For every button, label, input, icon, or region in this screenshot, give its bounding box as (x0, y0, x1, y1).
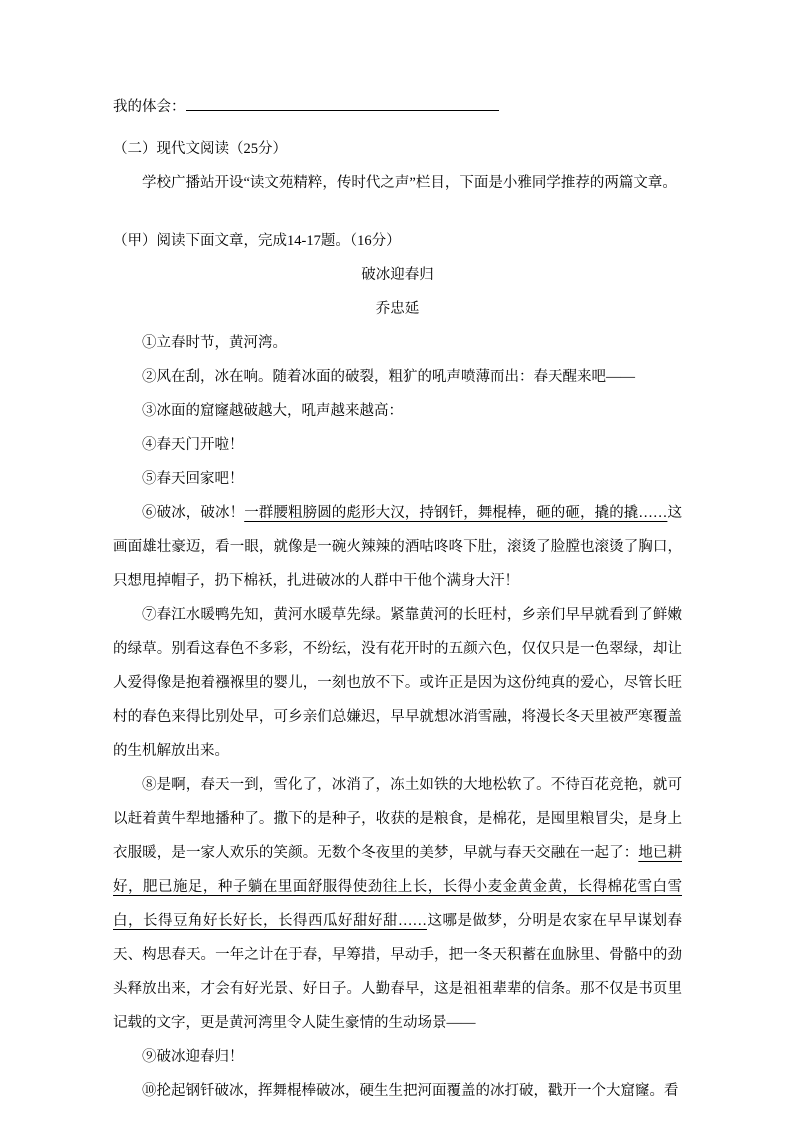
article-author: 乔忠延 (375, 301, 420, 317)
article-paragraph (113, 768, 682, 1040)
article-paragraph (113, 360, 682, 394)
text-segment: 这哪是做梦，分明是农家在早早谋划春天、构思春天。一年之计在于春，早筹措，早动手，把一冬天积蓄在血脉里、骨骼中的劲头释放出来，才会有好光景、好日子。人勤春早，这是祖祖辈辈的信条。那不仅是书页里记载的文字，更是黄河湾里令人陡生豪情的生动场景—— (113, 913, 682, 1031)
article-title: 破冰迎春归 (361, 267, 434, 283)
section-heading: （二）现代文阅读（25分） (113, 141, 287, 157)
answer-blank-line (186, 96, 499, 111)
text-segment: 这画面雄壮豪迈，看一眼，就像是一碗火辣辣的酒咕咚咚下肚，滚烫了脸膛也滚烫了胸口，只想甩掉帽子，扔下棉袄，扎进破冰的人群中干他个满身大汗！ (113, 505, 683, 589)
text-segment: ⑥破冰，破冰！ (142, 505, 245, 521)
text-segment: ⑩抡起钢钎破冰，挥舞棍棒破冰，硬生生把河面覆盖的冰打破，戳开一个大窟窿。看 (142, 1083, 679, 1099)
article-paragraph (113, 462, 682, 496)
text-segment: ⑧是啊，春天一到，雪化了，冰消了，冻土如铁的大地松软了。不待百花竞艳，就可以赶着黄牛犁地播种了。撒下的是种子，收获的是粮食，是棉花，是囤里粮冒尖，是身上衣服暖，是一家人欢乐的笑颜。无数个冬夜里的美梦，早就与春天交融在一起了： (113, 777, 682, 861)
text-segment: ⑨破冰迎春归！ (142, 1049, 244, 1065)
article-paragraph (113, 496, 682, 598)
article-paragraph (113, 1074, 682, 1108)
article-paragraph (113, 1040, 682, 1074)
article-paragraph (113, 428, 682, 462)
article-paragraph (113, 326, 682, 360)
article-body (113, 326, 682, 1108)
reflection-label: 我的体会： (113, 99, 186, 115)
text-segment: ⑤春天回家吧！ (142, 471, 244, 487)
reflection-line (113, 90, 682, 124)
text-segment: ①立春时节，黄河湾。 (142, 335, 287, 351)
text-segment: ④春天门开啦！ (142, 437, 244, 453)
passage-instruction: （甲）阅读下面文章，完成14-17题。（16分） (113, 233, 401, 249)
underlined-segment: 一群腰粗膀圆的彪形大汉，持钢钎，舞棍棒，砸的砸，撬的撬…… (244, 505, 668, 521)
text-segment: ③冰面的窟窿越破越大，吼声越来越高： (142, 403, 403, 419)
article-paragraph (113, 598, 682, 768)
article-paragraph (113, 394, 682, 428)
text-segment: ⑦春江水暖鸭先知，黄河水暖草先绿。紧靠黄河的长旺村，乡亲们早早就看到了鲜嫩的绿草。别看这春色不多彩，不纷纭，没有花开时的五颜六色，仅仅只是一色翠绿，却让人爱得像是抱着襁褓里的婴儿，一刻也放不下。或许正是因为这份纯真的爱心，尽管长旺村的春色来得比别处早，可乡亲们总嫌迟，早早就想冰消雪融，将漫长冬天里被严寒覆盖的生机解放出来。 (113, 607, 682, 759)
text-segment: ②风在刮，冰在响。随着冰面的破裂，粗犷的吼声喷薄而出：春天醒来吧—— (142, 369, 635, 385)
section-intro: 学校广播站开设“读文苑精粹，传时代之声”栏目，下面是小雅同学推荐的两篇文章。 (142, 175, 677, 191)
underlined-segment: 地已耕好，肥已施足，种子躺在里面舒服得使劲往上长，长得小麦金黄金黄，长得棉花雪白雪白，长得豆角好长好长，长得西瓜好甜好甜…… (113, 845, 682, 929)
